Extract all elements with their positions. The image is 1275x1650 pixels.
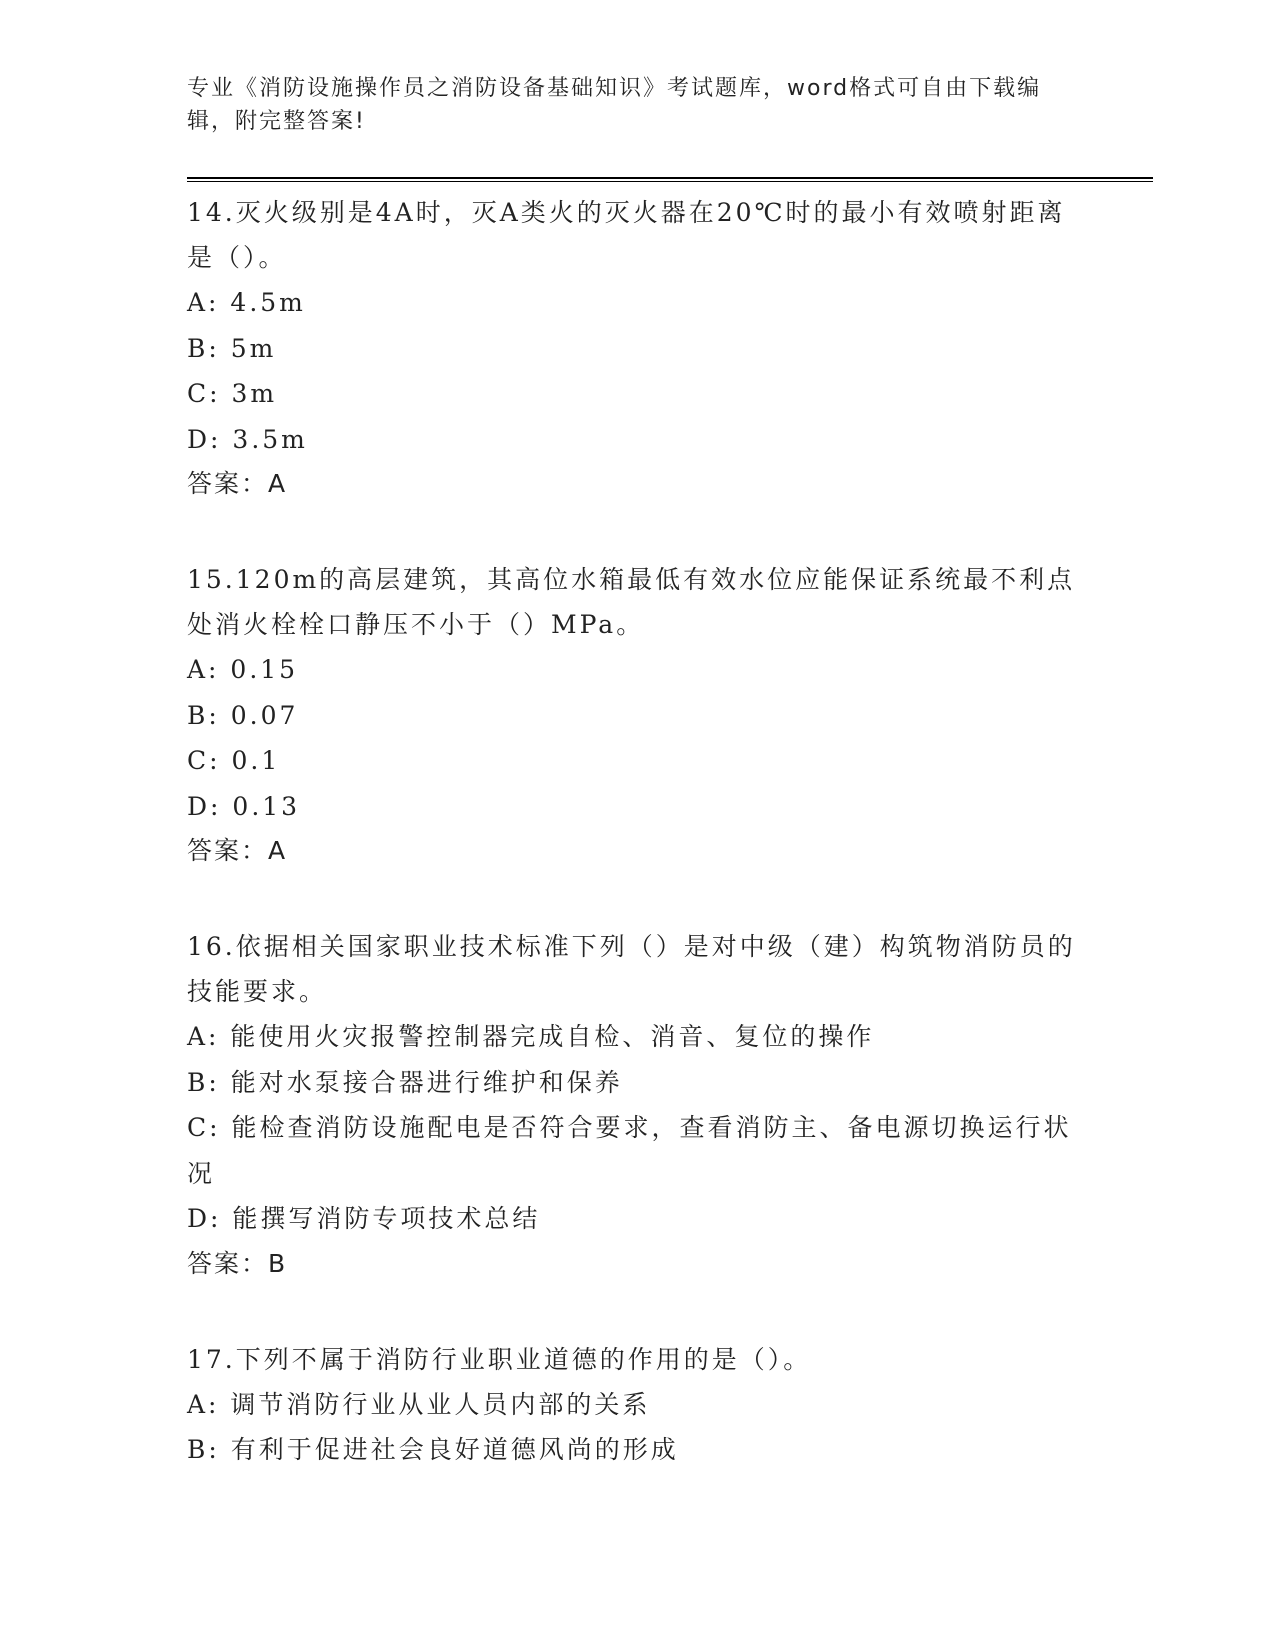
- question-16: [187, 924, 1087, 1286]
- option-b: B: 5m: [187, 333, 277, 363]
- question-15: [187, 557, 1087, 873]
- option-c: C: 0.1: [187, 746, 281, 775]
- option-c: C: 能检查消防设施配电是否符合要求，查看消防主、备电源切换运行状况: [187, 1113, 1072, 1188]
- answer-label: 答案：A: [187, 469, 288, 498]
- answer-label: 答案：B: [187, 1248, 288, 1278]
- option-a: A: 能使用火灾报警控制器完成自检、消音、复位的操作: [187, 1022, 875, 1051]
- question-17: [187, 1337, 1087, 1473]
- question-list: [187, 190, 1087, 1524]
- answer-label: 答案：A: [187, 836, 288, 865]
- question-stem: 16.依据相关国家职业技术标准下列（）是对中级（建）构筑物消防员的技能要求。: [187, 932, 1076, 1006]
- document-intro: 专业《消防设施操作员之消防设备基础知识》考试题库，word格式可自由下载编辑，附完整答案!: [187, 76, 1042, 134]
- option-d: D: 0.13: [187, 791, 301, 821]
- header-divider-thin: [187, 181, 1153, 182]
- option-b: B: 有利于促进社会良好道德风尚的形成: [187, 1435, 679, 1464]
- question-stem: 17.下列不属于消防行业职业道德的作用的是（）。: [187, 1344, 812, 1374]
- option-a: A: 0.15: [187, 655, 299, 684]
- option-d: D: 能撰写消防专项技术总结: [187, 1204, 541, 1233]
- question-stem: 15.120m的高层建筑，其高位水箱最低有效水位应能保证系统最不利点处消火栓栓口静压不小于（）MPa。: [187, 565, 1076, 639]
- question-stem: 14.灭火级别是4A时，灭A类火的灭火器在20℃时的最小有效喷射距离是（）。: [187, 198, 1066, 272]
- option-c: C: 3m: [187, 379, 278, 408]
- question-14: [187, 190, 1087, 506]
- option-d: D: 3.5m: [187, 424, 308, 454]
- option-b: B: 0.07: [187, 700, 299, 730]
- header-divider-thick: [187, 177, 1153, 179]
- option-a: A: 调节消防行业从业人员内部的关系: [187, 1389, 651, 1419]
- option-a: A: 4.5m: [187, 288, 306, 317]
- option-b: B: 能对水泵接合器进行维护和保养: [187, 1067, 623, 1097]
